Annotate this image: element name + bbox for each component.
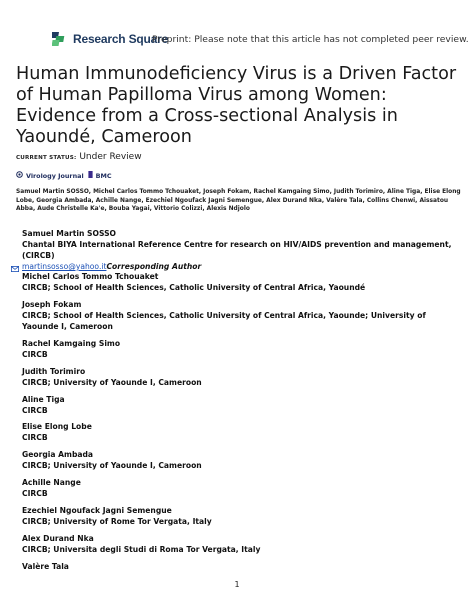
author-name: Valère Tala <box>22 562 69 571</box>
affiliation-item <box>22 505 462 527</box>
author-name: Rachel Kamgaing Simo <box>22 339 121 348</box>
author-name: Achille Nange <box>22 478 81 487</box>
author-affiliation: CIRCB <box>22 489 48 498</box>
author-affiliation: CIRCB <box>22 350 48 359</box>
journal-bmc[interactable] <box>88 171 112 180</box>
author-list: Samuel Martin SOSSO, Michel Carlos Tommo Tchouaket, Joseph Fokam, Rachel Kamgaing Simo, Judith Torimiro, Aline Tiga, Elise Elong Lobe, Georgia Ambada, Achille Nange, Ezechiel Ngoufack Jagni Semengue, Alex Durand Nka, Valère Tala, Collins Chenwi, Aissatou Abba, Aude Christelle Ka'e, Bouba Yagai, Vittorio Colizzi, Alexis Ndjolo <box>16 189 461 213</box>
author-name: Michel Carlos Tommo Tchouaket <box>22 272 159 281</box>
author-name: Samuel Martin SOSSO <box>22 229 116 238</box>
author-name: Joseph Fokam <box>22 300 82 309</box>
affiliation-item <box>22 299 462 332</box>
logo-text: Research Square <box>73 32 169 46</box>
author-affiliation: CIRCB; School of Health Sciences, Catholic University of Central Africa, Yaounde; University of Yaounde I, Cameroon <box>22 311 426 331</box>
journal-virology[interactable] <box>16 171 84 180</box>
author-affiliation: CIRCB; University of Yaounde I, Cameroon <box>22 378 202 387</box>
envelope-icon <box>11 264 19 275</box>
author-affiliation: CIRCB; University of Rome Tor Vergata, Italy <box>22 517 212 526</box>
author-affiliation: CIRCB; Universita degli Studi di Roma Tor Vergata, Italy <box>22 545 261 554</box>
research-square-logo-icon <box>52 32 68 46</box>
email-link[interactable]: martinsosso@yahoo.it <box>22 262 107 271</box>
author-affiliation: CIRCB; University of Yaounde I, Cameroon <box>22 461 202 470</box>
affiliation-item <box>22 338 462 360</box>
page-number: 1 <box>234 580 240 589</box>
author-name: Judith Torimiro <box>22 367 86 376</box>
author-name: Elise Elong Lobe <box>22 422 92 431</box>
current-status <box>16 152 142 162</box>
status-value: Under Review <box>79 152 142 162</box>
preprint-note: Preprint: Please note that this article has not completed peer review. <box>152 34 469 45</box>
affiliation-item <box>22 477 462 499</box>
journal-list <box>16 171 116 180</box>
virology-journal-icon <box>16 171 23 180</box>
author-name: Aline Tiga <box>22 395 65 404</box>
author-name: Ezechiel Ngoufack Jagni Semengue <box>22 506 172 515</box>
author-name: Alex Durand Nka <box>22 534 94 543</box>
journal-name: BMC <box>95 171 112 180</box>
affiliation-item <box>22 271 462 293</box>
affiliation-item <box>22 366 462 388</box>
author-name: Georgia Ambada <box>22 450 94 459</box>
journal-name: Virology Journal <box>26 171 84 180</box>
affiliation-item <box>22 449 462 471</box>
author-affiliation: CIRCB <box>22 406 48 415</box>
affiliation-item <box>22 533 462 555</box>
research-square-logo[interactable] <box>52 32 168 46</box>
affiliation-item <box>22 561 462 572</box>
corresponding-author-label: Corresponding Author <box>106 262 202 271</box>
affiliation-item <box>22 421 462 443</box>
paper-title: Human Immunodeficiency Virus is a Driven Factor of Human Papilloma Virus among Women: Evidence from a Cross-sectional Analysis in Yaoundé, Cameroon <box>16 64 457 147</box>
affiliation-item <box>22 394 462 416</box>
author-affiliation: CIRCB; School of Health Sciences, Catholic University of Central Africa, Yaoundé <box>22 283 366 292</box>
affiliation-item <box>22 228 462 272</box>
status-label: CURRENT STATUS: <box>16 155 77 161</box>
page-header <box>0 0 474 72</box>
author-affiliation: Chantal BIYA International Reference Centre for research on HIV/AIDS prevention and management, (CIRCB) <box>22 240 452 260</box>
bmc-icon <box>88 171 93 180</box>
author-affiliation: CIRCB <box>22 433 48 442</box>
